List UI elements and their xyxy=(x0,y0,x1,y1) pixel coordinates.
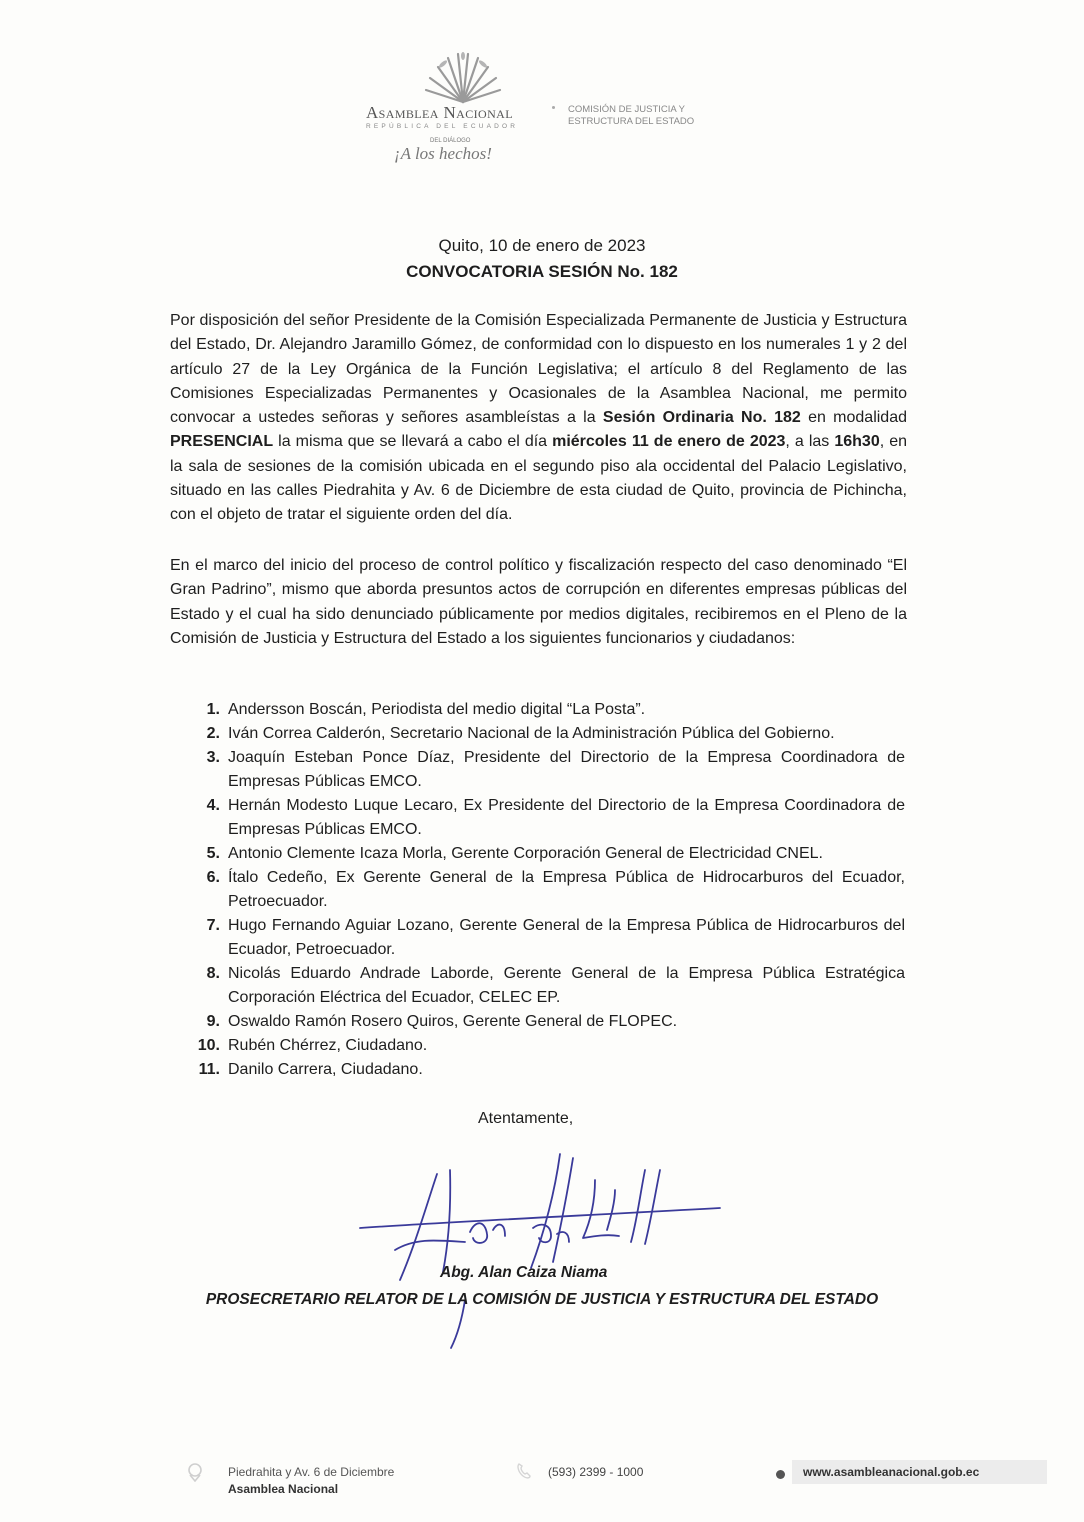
list-item-text: Hugo Fernando Aguiar Lozano, Gerente General de la Empresa Pública de Hidrocarburos del Ecuador, Petroecuador. xyxy=(228,917,905,958)
list-item-text: Nicolás Eduardo Andrade Laborde, Gerente General de la Empresa Pública Estratégica Corporación Eléctrica del Ecuador, CELEC EP. xyxy=(228,965,905,1006)
commission-line-2: ESTRUCTURA DEL ESTADO xyxy=(568,116,695,127)
list-item-number: 4. xyxy=(206,797,220,814)
context-paragraph: En el marco del inicio del proceso de control político y fiscalización respecto del caso denominado “El Gran Padrino”, mismo que aborda presuntos actos de corrupción en diferentes empresas públicas del Estado y el cual ha sido denunciado públicamente por medios digitales, recibiremos en el Pleno de la Comisión de Justicia y Estructura del Estado a los siguientes funcionarios y ciudadanos: xyxy=(170,557,907,647)
phone-icon xyxy=(516,1462,532,1480)
motto: ¡A los hechos! xyxy=(394,144,492,163)
convocation-paragraph xyxy=(170,309,907,528)
signer-name: Abg. Alan Caiza Niama xyxy=(440,1264,608,1281)
list-item-number: 7. xyxy=(206,917,220,934)
p1-session: Sesión Ordinaria No. 182 xyxy=(602,409,801,427)
list-item-number: 6. xyxy=(206,869,220,886)
p1-modality: PRESENCIAL xyxy=(170,433,274,451)
footer-phone: (593) 2399 - 1000 xyxy=(548,1465,644,1479)
motto-small: DEL DIÁLOGO xyxy=(430,138,471,144)
signer-position: PROSECRETARIO RELATOR DE LA COMISIÓN DE JUSTICIA Y ESTRUCTURA DEL ESTADO xyxy=(205,1291,879,1308)
commission-line-1: COMISIÓN DE JUSTICIA Y xyxy=(568,104,686,115)
document-date: Quito, 10 de enero de 2023 xyxy=(438,236,646,255)
list-item xyxy=(170,842,905,866)
list-item xyxy=(170,1034,905,1058)
list-item xyxy=(170,914,905,962)
list-item-number: 3. xyxy=(206,749,220,766)
list-item-number: 1. xyxy=(206,701,220,718)
p1-text-2: en modalidad xyxy=(800,409,908,427)
list-item xyxy=(170,722,905,746)
p1-text-5: , en la sala de sesiones de la comisión ubicada en el segundo piso ala occidental del Palacio Legislativo, situado en las calles Piedrahita y Av. 6 de Diciembre de esta ciudad de Quito, provincia de Pichincha, con el objeto de tratar el siguiente orden del día. xyxy=(170,433,907,524)
p1-text-3: la misma que se llevará a cabo el día xyxy=(273,433,553,451)
closing: Atentamente, xyxy=(478,1110,574,1127)
list-item-text: Antonio Clemente Icaza Morla, Gerente Corporación General de Electricidad CNEL. xyxy=(228,845,823,862)
list-item-number: 5. xyxy=(206,845,220,862)
list-item xyxy=(170,1058,905,1082)
list-item xyxy=(170,1010,905,1034)
list-item-number: 9. xyxy=(206,1013,220,1030)
footer-organization: Asamblea Nacional xyxy=(228,1482,339,1496)
list-item xyxy=(170,962,905,1010)
document-title: CONVOCATORIA SESIÓN No. 182 xyxy=(406,262,678,281)
footer-website: www.asambleanacional.gob.ec xyxy=(803,1465,980,1479)
p1-time: 16h30 xyxy=(834,433,880,451)
organization-subtitle: REPÚBLICA DEL ECUADOR xyxy=(366,123,519,130)
p1-text-4: , a las xyxy=(785,433,835,451)
assembly-logo-icon xyxy=(418,52,508,104)
location-pin-icon xyxy=(186,1462,204,1482)
list-item xyxy=(170,866,905,914)
list-item xyxy=(170,746,905,794)
list-item-text: Hernán Modesto Luque Lecaro, Ex Presidente del Directorio de la Empresa Coordinadora de Empresas Públicas EMCO. xyxy=(228,797,905,838)
web-bullet-icon xyxy=(776,1470,785,1479)
list-item-text: Andersson Boscán, Periodista del medio digital “La Posta”. xyxy=(228,701,646,718)
handwritten-signature xyxy=(355,1150,735,1350)
list-item-text: Iván Correa Calderón, Secretario Nacional de la Administración Pública del Gobierno. xyxy=(228,725,835,742)
organization-name: Asamblea Nacional xyxy=(366,103,513,122)
footer-address: Piedrahita y Av. 6 de Diciembre xyxy=(228,1465,395,1479)
list-item-number: 2. xyxy=(206,725,220,742)
list-item-text: Ítalo Cedeño, Ex Gerente General de la Empresa Pública de Hidrocarburos del Ecuador, Petroecuador. xyxy=(228,869,905,910)
list-item-number: 8. xyxy=(206,965,220,982)
separator-dot xyxy=(552,106,555,109)
list-item xyxy=(170,698,905,722)
list-item-number: 11. xyxy=(198,1061,220,1078)
list-item-text: Joaquín Esteban Ponce Díaz, Presidente del Directorio de la Empresa Coordinadora de Empresas Públicas EMCO. xyxy=(228,749,905,790)
invitee-list xyxy=(170,698,905,1082)
list-item-text: Oswaldo Ramón Rosero Quiros, Gerente General de FLOPEC. xyxy=(228,1013,678,1030)
list-item xyxy=(170,794,905,842)
list-item-number: 10. xyxy=(197,1037,220,1054)
p1-text-1: Por disposición del señor Presidente de la Comisión Especializada Permanente de Justicia y Estructura del Estado, Dr. Alejandro Jaramillo Gómez, de conformidad con lo dispuesto en los numerales 1 y 2 del artículo 27 de la Ley Orgánica de la Función Legislativa; el artículo 8 del Reglamento de las Comisiones Especializadas Permanentes y Ocasionales de la Asamblea Nacional, me permito convocar a ustedes señoras y señores asambleístas a la xyxy=(170,312,907,427)
p1-date: miércoles 11 de enero de 2023 xyxy=(552,433,786,451)
list-item-text: Danilo Carrera, Ciudadano. xyxy=(228,1061,423,1078)
list-item-text: Rubén Chérrez, Ciudadano. xyxy=(228,1037,428,1054)
commission-name xyxy=(568,104,694,128)
